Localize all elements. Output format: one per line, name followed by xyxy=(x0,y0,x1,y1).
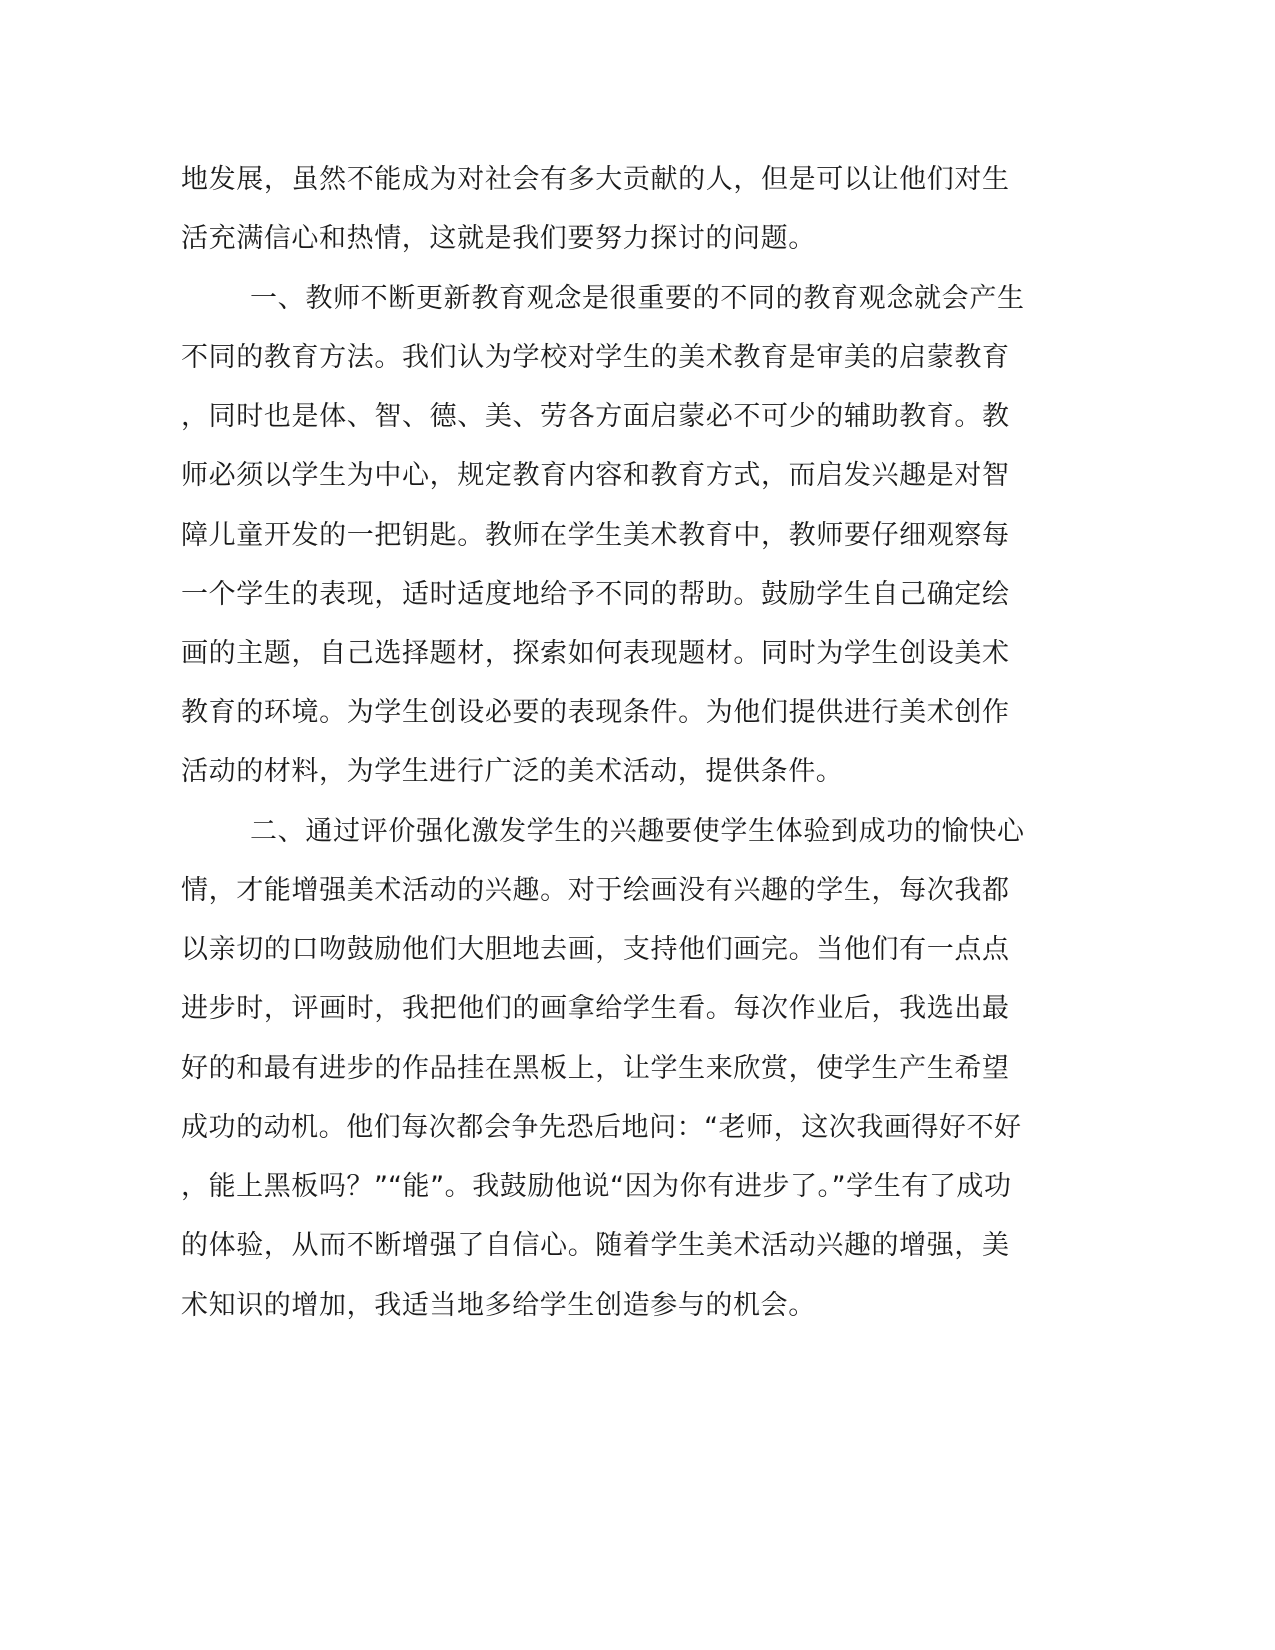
text-line: 一个学生的表现，适时适度地给予不同的帮助。鼓励学生自己确定绘 xyxy=(181,579,1009,610)
text-line: 情，才能增强美术活动的兴趣。对于绘画没有兴趣的学生，每次我都 xyxy=(181,875,1009,906)
text-line: 画的主题，自己选择题材，探索如何表现题材。同时为学生创设美术 xyxy=(181,638,1009,669)
text-line: 成功的动机。他们每次都会争先恐后地问：“老师，这次我画得好不好 xyxy=(181,1112,1021,1143)
text-line: 活充满信心和热情，这就是我们要努力探讨的问题。 xyxy=(181,223,816,254)
text-line: 进步时，评画时，我把他们的画拿给学生看。每次作业后，我选出最 xyxy=(181,993,1009,1024)
text-line: 教育的环境。为学生创设必要的表现条件。为他们提供进行美术创作 xyxy=(181,697,1009,728)
text-line: ，能上黑板吗？”“能”。我鼓励他说“因为你有进步了。”学生有了成功 xyxy=(181,1171,1011,1202)
text-line: ，同时也是体、智、德、美、劳各方面启蒙必不可少的辅助教育。教 xyxy=(181,401,1009,432)
text-line: 好的和最有进步的作品挂在黑板上，让学生来欣赏，使学生产生希望 xyxy=(181,1053,1009,1084)
text-line: 活动的材料，为学生进行广泛的美术活动，提供条件。 xyxy=(181,756,844,787)
text-line: 以亲切的口吻鼓励他们大胆地去画，支持他们画完。当他们有一点点 xyxy=(181,934,1009,965)
text-line: 一、教师不断更新教育观念是很重要的不同的教育观念就会产生 xyxy=(250,283,1024,314)
text-line: 不同的教育方法。我们认为学校对学生的美术教育是审美的启蒙教育 xyxy=(181,342,1009,373)
text-line: 二、通过评价强化激发学生的兴趣要使学生体验到成功的愉快心 xyxy=(250,816,1024,847)
text-line: 地发展，虽然不能成为对社会有多大贡献的人，但是可以让他们对生 xyxy=(181,164,1009,195)
text-line: 障儿童开发的一把钥匙。教师在学生美术教育中，教师要仔细观察每 xyxy=(181,520,1009,551)
text-line: 术知识的增加，我适当地多给学生创造参与的机会。 xyxy=(181,1290,816,1321)
text-line: 师必须以学生为中心，规定教育内容和教育方式，而启发兴趣是对智 xyxy=(181,460,1009,491)
text-line: 的体验，从而不断增强了自信心。随着学生美术活动兴趣的增强，美 xyxy=(181,1230,1009,1261)
